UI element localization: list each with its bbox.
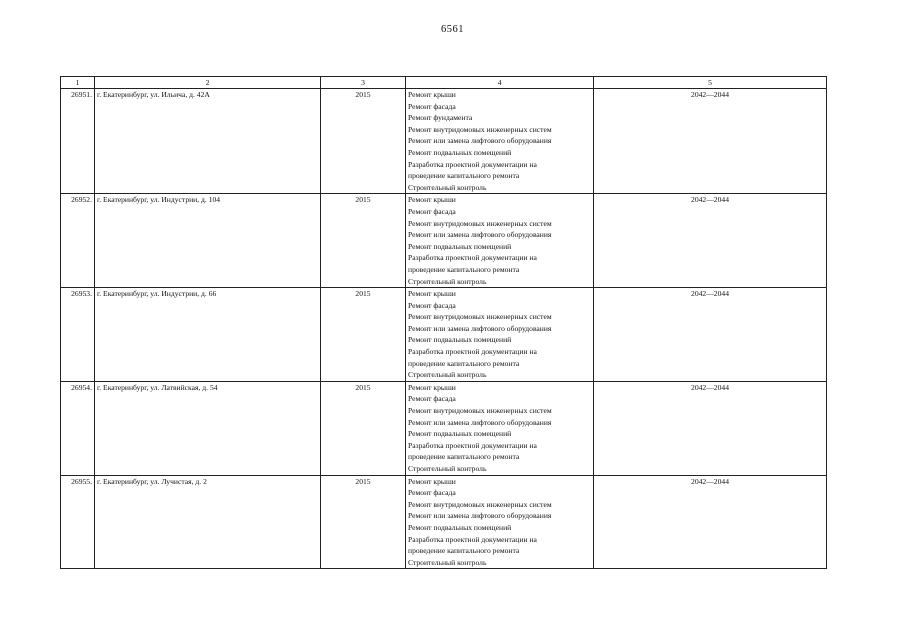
row-year: 2015	[321, 89, 406, 194]
work-item: Разработка проектной документации на	[408, 440, 537, 450]
work-item: Ремонт внутридомовых инженерных систем	[408, 218, 552, 228]
work-item: Ремонт фундамента	[408, 113, 473, 123]
row-year: 2015	[321, 381, 406, 475]
work-item: Ремонт внутридомовых инженерных систем	[408, 312, 552, 322]
row-number: 26955.	[61, 475, 95, 569]
row-number: 26952.	[61, 194, 95, 288]
work-item: Ремонт фасада	[408, 206, 456, 216]
work-item: Ремонт или замена лифтового оборудования	[408, 136, 552, 146]
work-item: Ремонт или замена лифтового оборудования	[408, 323, 552, 333]
header-col-3: 3	[321, 77, 406, 89]
header-col-1: 1	[61, 77, 95, 89]
work-item: Ремонт или замена лифтового оборудования	[408, 230, 552, 240]
row-address: г. Екатеринбург, ул. Индустрии, д. 66	[95, 288, 321, 382]
work-item: Разработка проектной документации на	[408, 534, 537, 544]
table-row	[61, 194, 827, 288]
work-item: Строительный контроль	[408, 557, 487, 567]
work-item: Разработка проектной документации на	[408, 159, 537, 169]
header-col-5: 5	[594, 77, 827, 89]
work-item: Ремонт подвальных помещений	[408, 241, 512, 251]
work-item: Ремонт внутридомовых инженерных систем	[408, 124, 552, 134]
table-row	[61, 381, 827, 475]
work-item: проведение капитального ремонта	[408, 264, 520, 274]
work-item: Строительный контроль	[408, 370, 487, 380]
row-address: г. Екатеринбург, ул. Индустрии, д. 104	[95, 194, 321, 288]
row-number: 26954.	[61, 381, 95, 475]
row-address: г. Екатеринбург, ул. Ильича, д. 42А	[95, 89, 321, 194]
work-item: Строительный контроль	[408, 464, 487, 473]
work-item: Ремонт крыши	[408, 90, 456, 99]
header-col-4: 4	[406, 77, 594, 89]
work-item: проведение капитального ремонта	[408, 452, 520, 462]
table-header	[61, 77, 827, 89]
work-item: Ремонт или замена лифтового оборудования	[408, 417, 552, 427]
row-works-list	[406, 194, 594, 288]
row-works-list	[406, 89, 594, 194]
work-item: Ремонт подвальных помещений	[408, 147, 512, 157]
work-item: Ремонт крыши	[408, 382, 456, 392]
work-item: Ремонт фасада	[408, 101, 456, 111]
row-number: 26951.	[61, 89, 95, 194]
row-period: 2042—2044	[594, 475, 827, 569]
row-address: г. Екатеринбург, ул. Латвийская, д. 54	[95, 381, 321, 475]
work-item: Ремонт крыши	[408, 195, 456, 205]
row-year: 2015	[321, 194, 406, 288]
work-item: Ремонт внутридомовых инженерных систем	[408, 499, 552, 509]
capital-repair-table	[60, 76, 827, 569]
work-item: Строительный контроль	[408, 182, 487, 192]
row-period: 2042—2044	[594, 288, 827, 382]
work-item: проведение капитального ремонта	[408, 358, 520, 368]
work-item: Ремонт фасада	[408, 394, 456, 404]
work-item: Ремонт подвальных помещений	[408, 335, 512, 345]
work-item: проведение капитального ремонта	[408, 171, 520, 181]
work-item: Ремонт или замена лифтового оборудования	[408, 511, 552, 521]
row-works-list	[406, 381, 594, 475]
work-item: Строительный контроль	[408, 276, 487, 286]
row-period: 2042—2044	[594, 194, 827, 288]
work-item: Ремонт фасада	[408, 300, 456, 310]
work-item: Ремонт фасада	[408, 488, 456, 498]
row-year: 2015	[321, 288, 406, 382]
header-row	[61, 77, 827, 89]
work-item: Ремонт внутридомовых инженерных систем	[408, 406, 552, 416]
work-item: Разработка проектной документации на	[408, 253, 537, 263]
row-number: 26953.	[61, 288, 95, 382]
page-number: 6561	[441, 24, 464, 35]
work-item: Ремонт крыши	[408, 476, 456, 486]
row-works-list	[406, 475, 594, 569]
row-period: 2042—2044	[594, 89, 827, 194]
table-row	[61, 89, 827, 194]
work-item: Разработка проектной документации на	[408, 347, 537, 357]
row-works-list	[406, 288, 594, 382]
work-item: Ремонт подвальных помещений	[408, 429, 512, 439]
work-item: Ремонт подвальных помещений	[408, 522, 512, 532]
table-body	[61, 89, 827, 569]
row-period: 2042—2044	[594, 381, 827, 475]
row-address: г. Екатеринбург, ул. Лучистая, д. 2	[95, 475, 321, 569]
row-year: 2015	[321, 475, 406, 569]
header-col-2: 2	[95, 77, 321, 89]
table-row	[61, 475, 827, 569]
work-item: проведение капитального ремонта	[408, 546, 520, 556]
table-row	[61, 288, 827, 382]
work-item: Ремонт крыши	[408, 289, 456, 299]
